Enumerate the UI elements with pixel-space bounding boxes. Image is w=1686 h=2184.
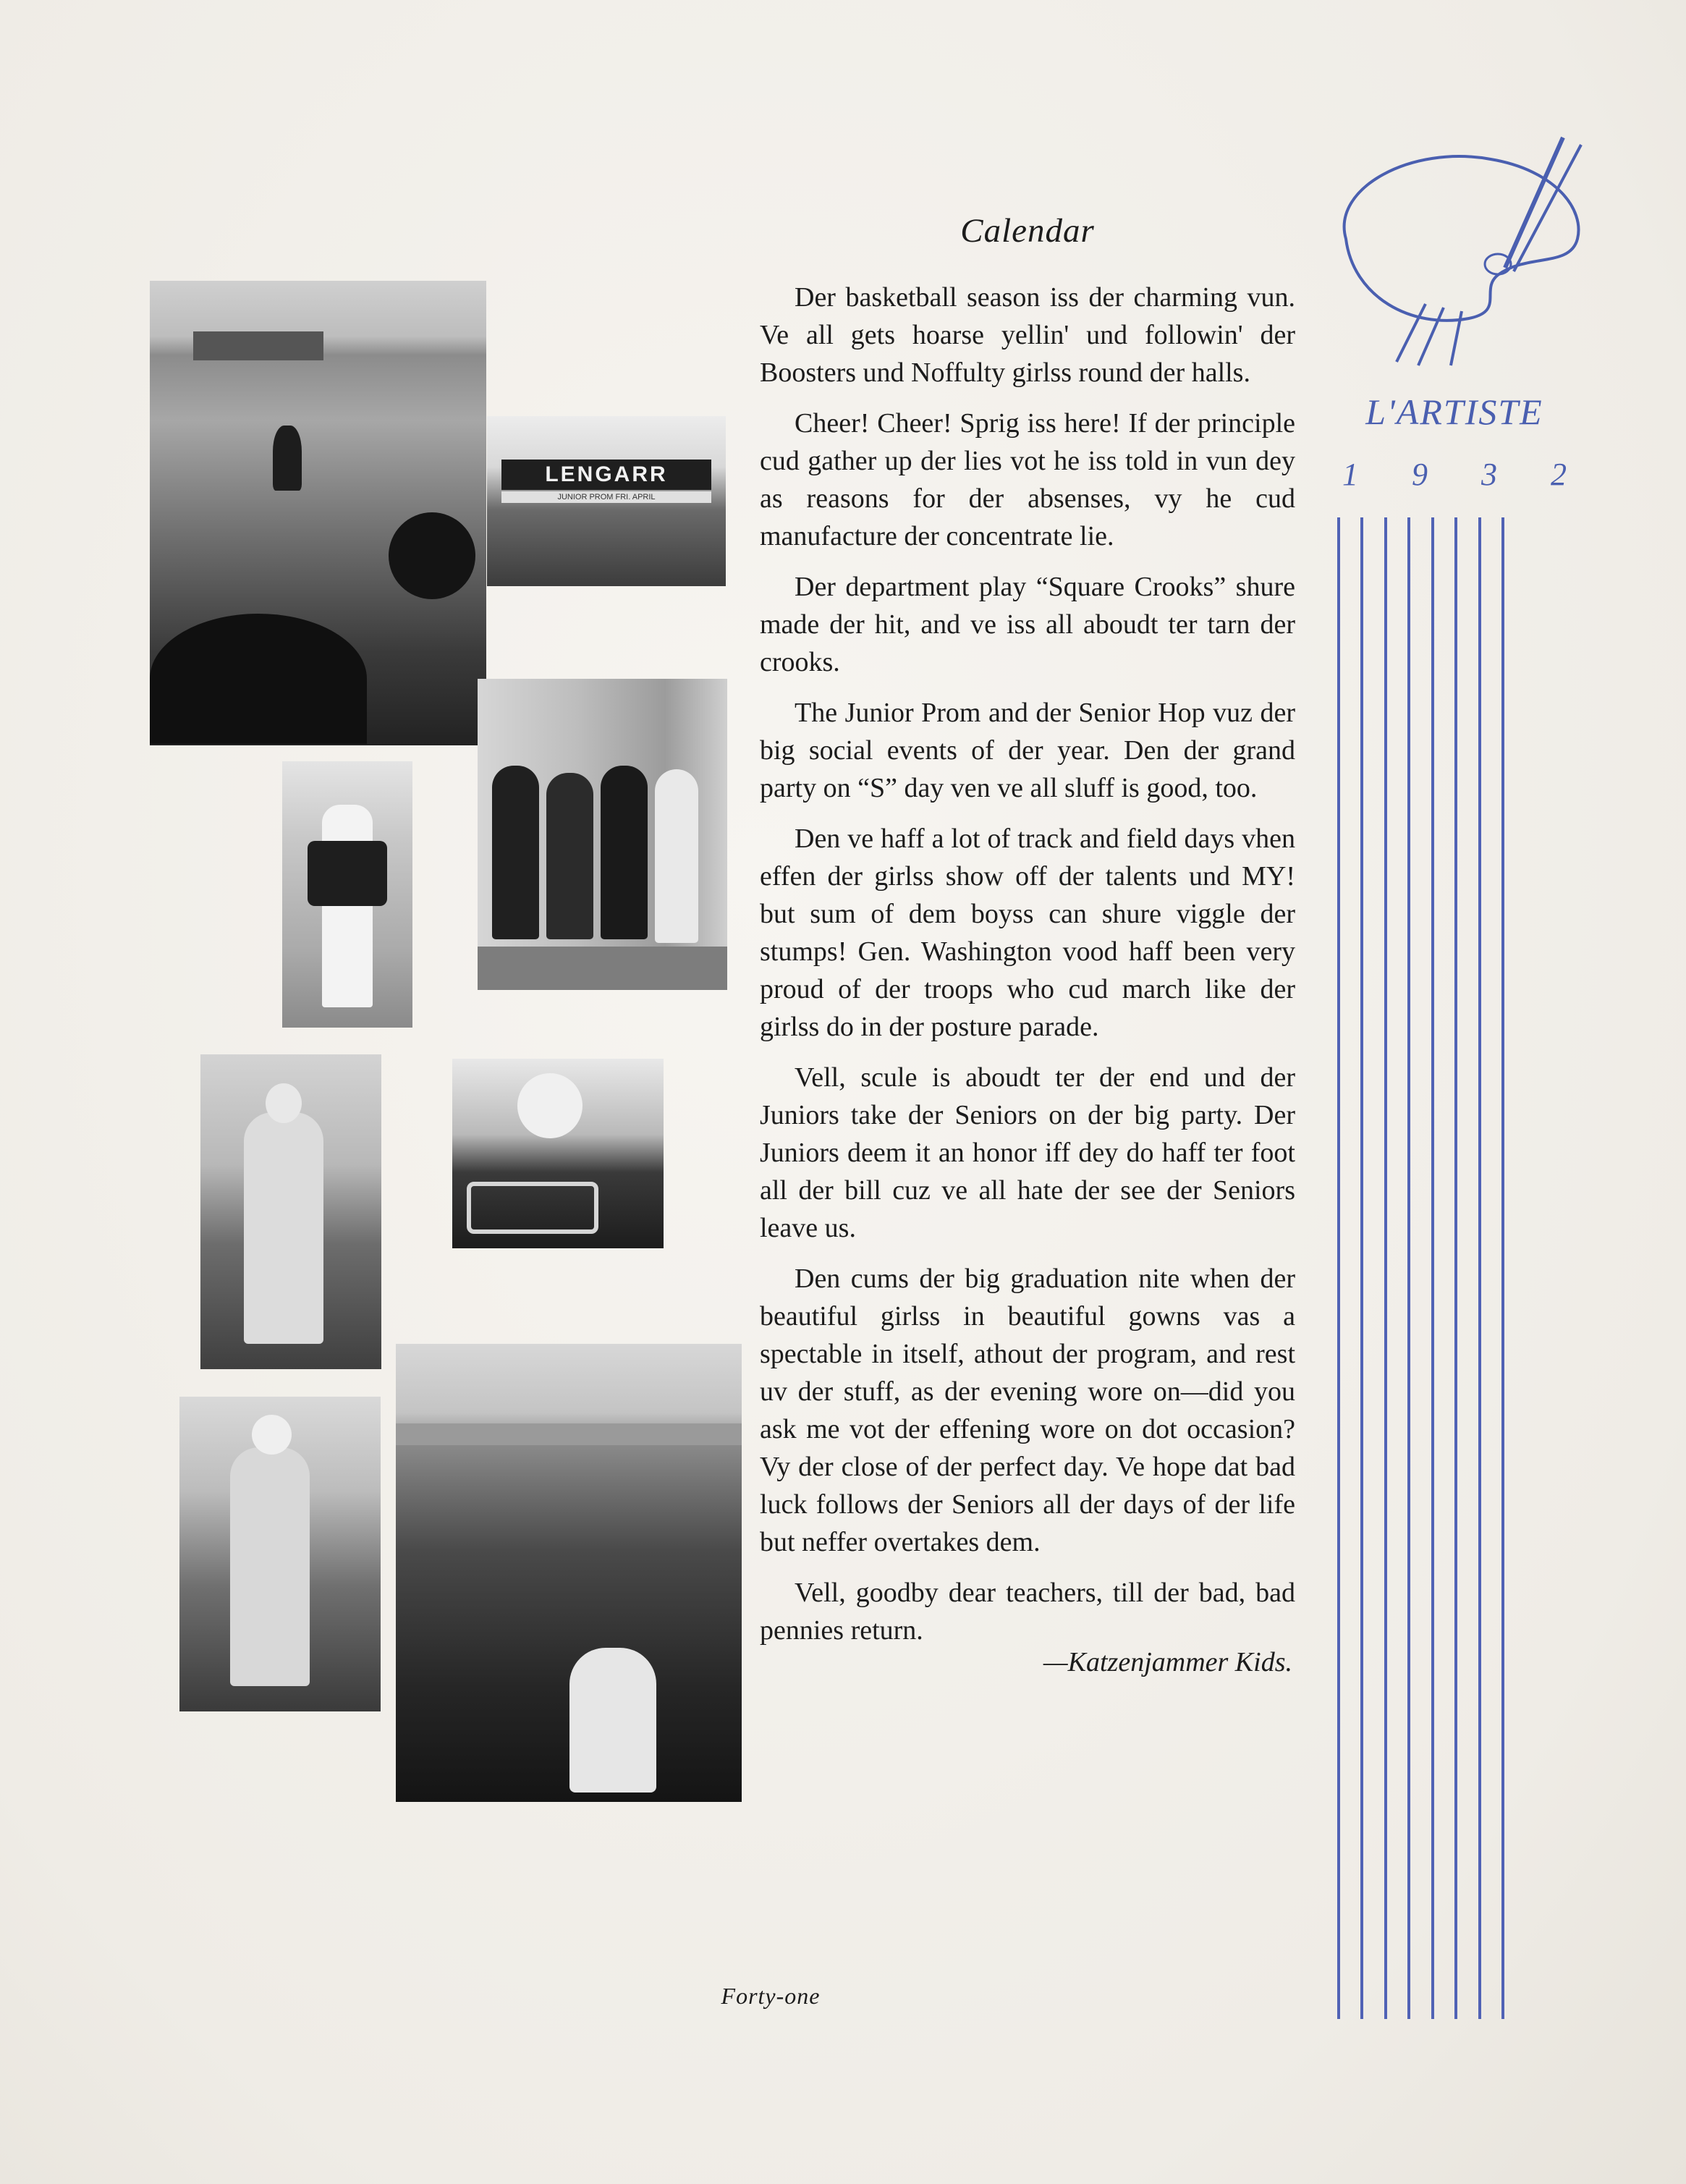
photo-theater-sign [487, 416, 726, 586]
year-digit: 9 [1412, 457, 1428, 492]
yearbook-name: L'ARTISTE [1365, 391, 1543, 432]
photo-car-interior [452, 1059, 664, 1248]
theater-sign-text: LENGARR [545, 462, 668, 486]
year-digit: 2 [1551, 457, 1567, 492]
paragraph: Den cums der big graduation nite when der beautiful girlss in beautiful gowns vas a spectable in itself, athout der program, and rest uv der stuff, as der evening wore on—did you ask me vot der effening wore on dot occasion? Vy der close of der perfect day. Ve hope dat bad luck follows der Seniors all der days of der life but neffer overtakes dem. [760, 1264, 1295, 1557]
paragraph: Vell, goodby dear teachers, till der bad, bad pennies return. [760, 1578, 1295, 1646]
theater-sign-subtext: JUNIOR PROM FRI. APRIL [557, 493, 656, 501]
artist-palette-icon [1324, 130, 1599, 369]
page-number: Forty-one [721, 1983, 821, 2009]
decorative-vertical-lines [1335, 517, 1523, 2023]
paragraph: The Junior Prom and der Senior Hop vuz der big social events of der year. Den der grand party on “S” day ven ve all sluff is good, too. [760, 698, 1295, 803]
calendar-text [760, 279, 1295, 1681]
photo-man-rake-2 [179, 1397, 381, 1711]
paragraph: Der department play “Square Crooks” shure made der hit, and ve iss all aboudt ter tarn der crooks. [760, 572, 1295, 677]
photo-baseball-field [150, 281, 486, 745]
photo-man-rake-1 [200, 1054, 381, 1369]
photo-four-girls [478, 679, 727, 990]
signature: —Katzenjammer Kids. [1043, 1647, 1292, 1677]
paragraph: Den ve haff a lot of track and field days vhen effen der girlss show off der talents und MY! but sum of dem boyss can shure viggle der stumps! Gen. Washington vood haff been very proud of der troops who cud march like der girlss do in der posture parade. [760, 824, 1295, 1042]
photo-football-crowd [396, 1344, 742, 1802]
yearbook-year [1335, 456, 1574, 493]
photo-boy-overalls [282, 761, 412, 1028]
paragraph: Vell, scule is aboudt ter der end und der Juniors take der Seniors on der big party. Der Juniors deem it an honor iff dey do haff ter foot all der bill cuz ve all hate der see der Seniors leave us. [760, 1062, 1295, 1243]
paragraph: Cheer! Cheer! Sprig iss here! If der principle cud gather up der lies vot he iss told in vun dey as reasons for der absenses, vy he cud manufacture der concentrate lie. [760, 408, 1295, 551]
page-title: Calendar [960, 212, 1095, 250]
year-digit: 3 [1481, 457, 1497, 492]
year-digit: 1 [1342, 457, 1358, 492]
paragraph: Der basketball season iss der charming vun. Ve all gets hoarse yellin' und followin' der Boosters und Noffulty girlss round der halls. [760, 282, 1295, 388]
